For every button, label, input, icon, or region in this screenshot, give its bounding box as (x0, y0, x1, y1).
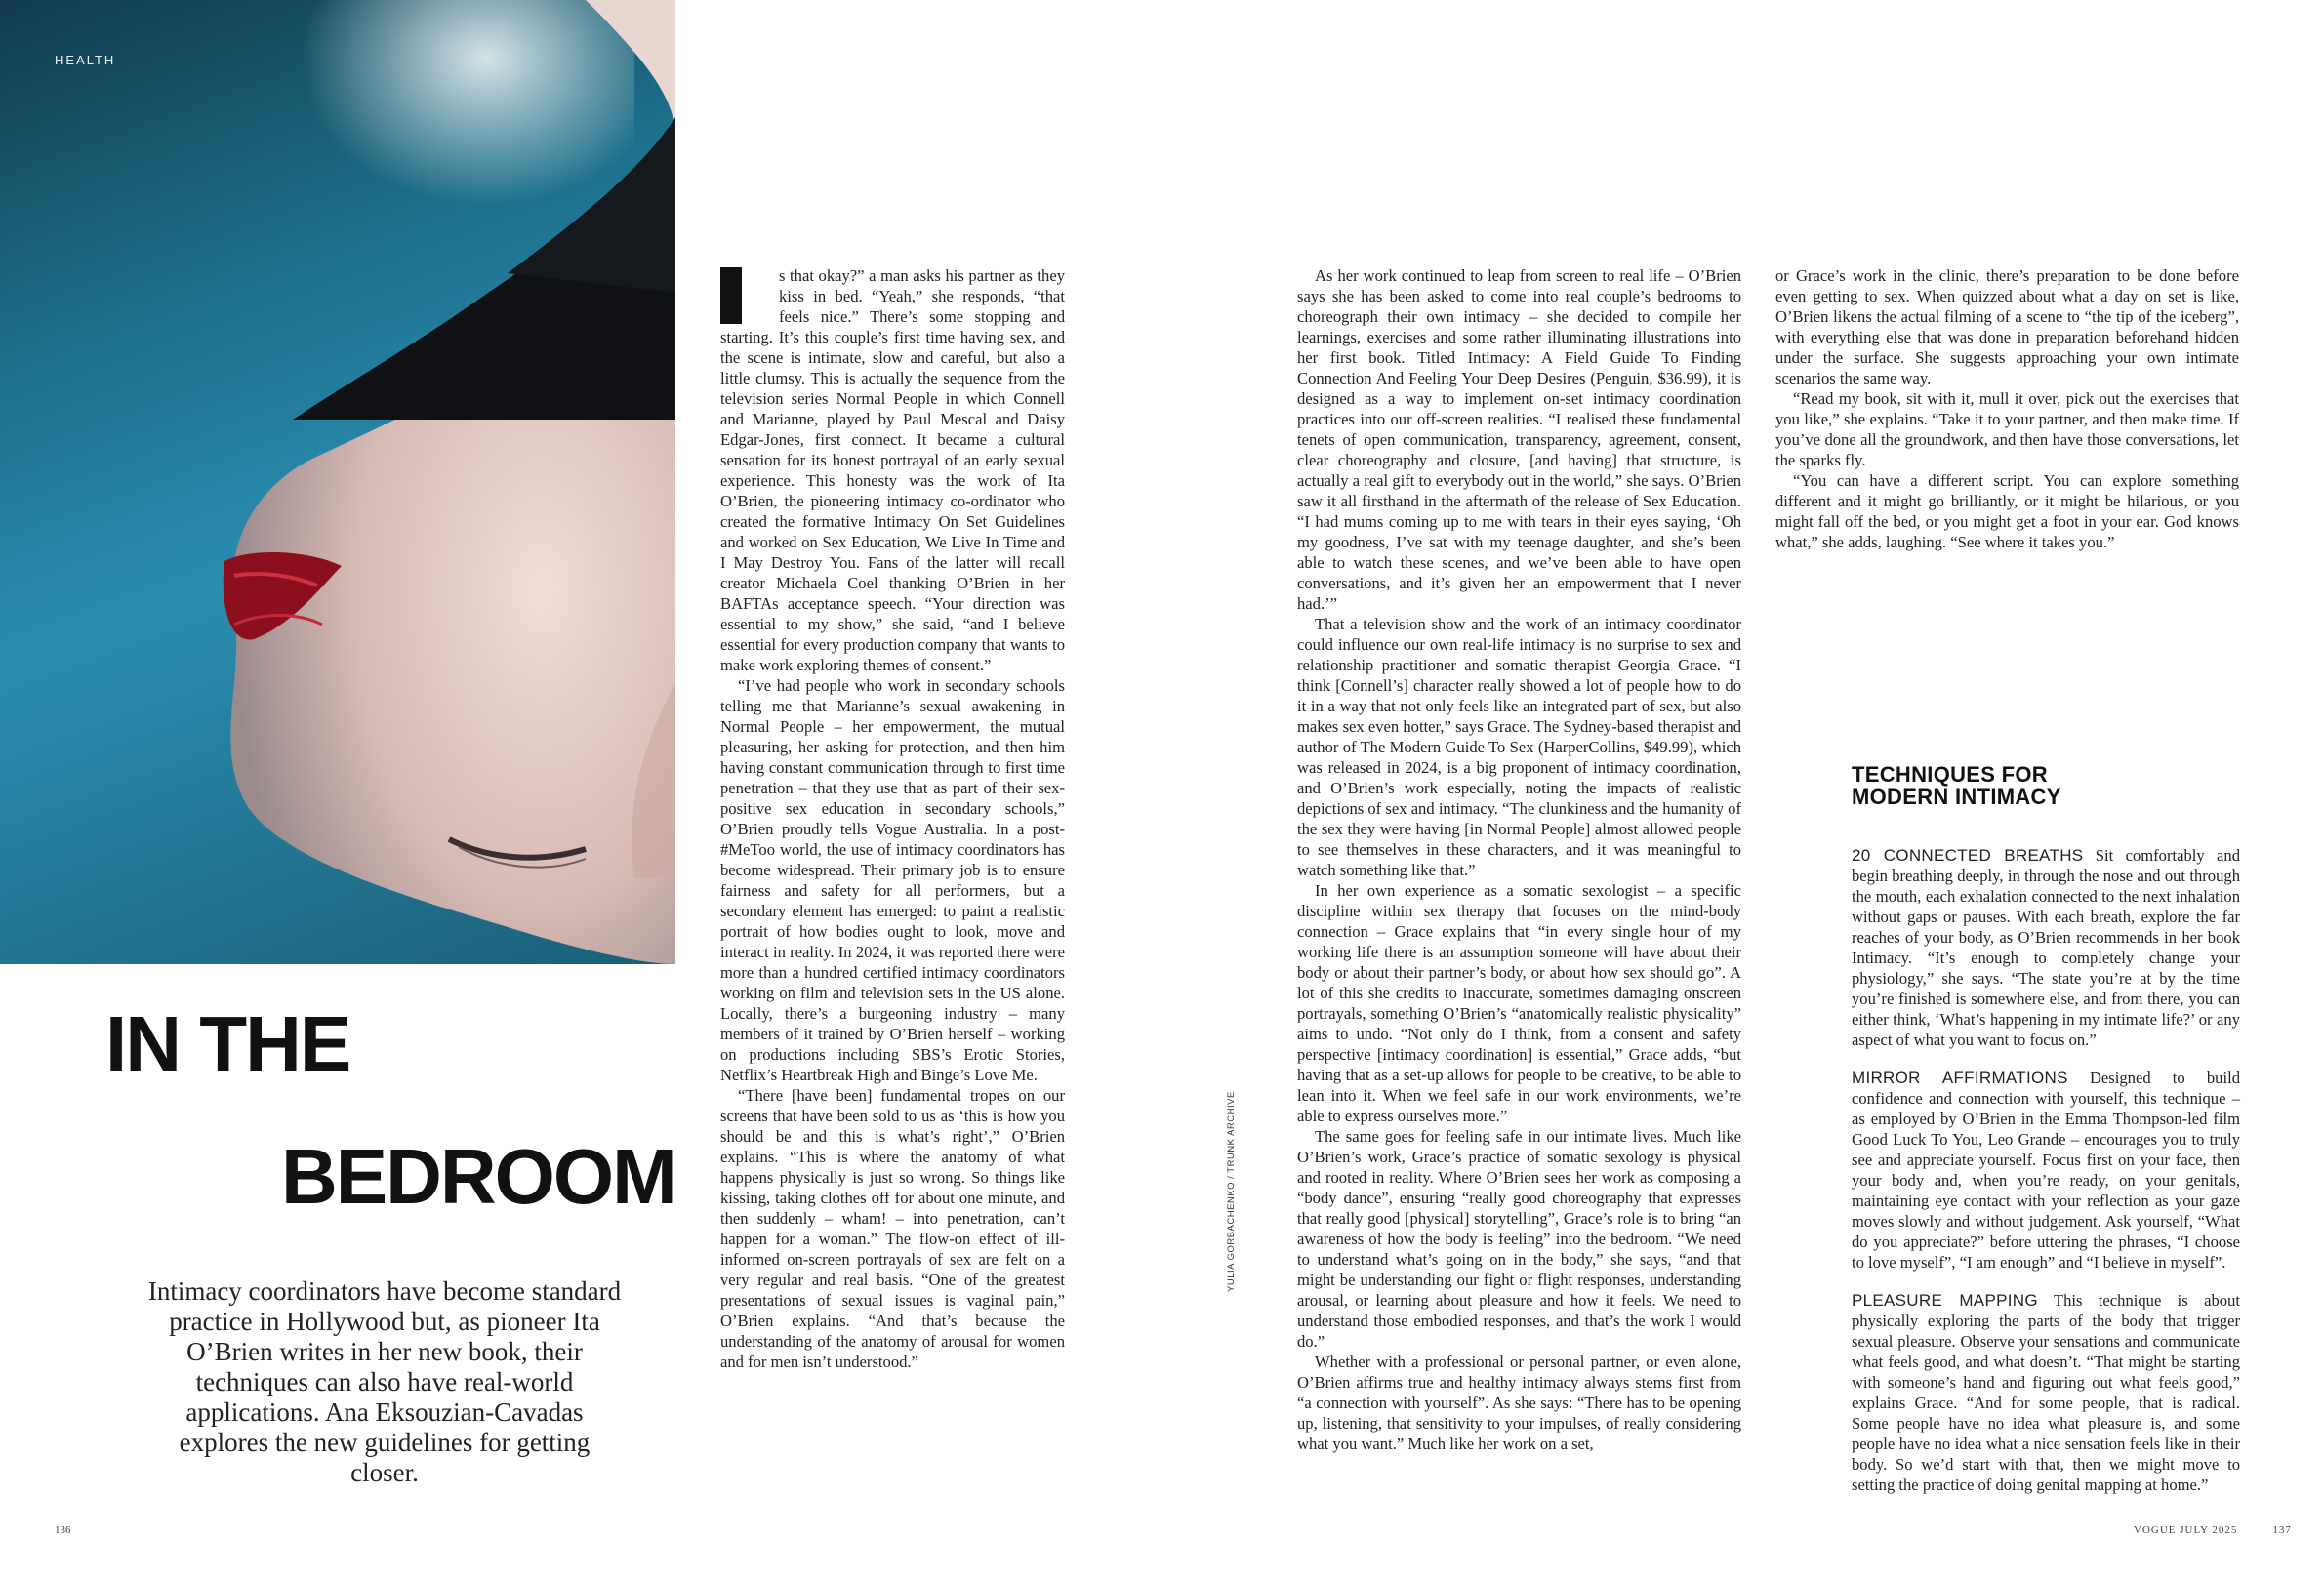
sidebar-title (1852, 763, 2240, 808)
photo-credit: YULIA GORBACHENKO / TRUNK ARCHIVE (1226, 1091, 1237, 1292)
article-paragraph: “I’ve had people who work in secondary schools telling me that Marianne’s sexual awakening in Normal People – her empowerment, the mutual pleasuring, her asking for protection, and then him having constant communication through to first time penetration – that they use that as part of their sex-positive sex education in secondary schools,” O’Brien proudly tells Vogue Australia. In a post-#MeToo world, the use of intimacy coordinators has become widespread. Their primary job is to ensure fairness and safety for all performers, but a secondary element has emerged: to paint a realistic portrait of how bodies ought to look, move and interact in reality. In 2024, it was reported there were more than a hundred certified intimacy coordinators working on film and television sets in the US alone. Locally, there’s a burgeoning industry – many members of it trained by O’Brien herself – working on productions including SBS’s Erotic Stories, Netflix’s Heartbreak High and Binge’s Love Me. (720, 676, 1065, 1084)
article-paragraph: As her work continued to leap from screen to real life – O’Brien says she has been asked to come into real couple’s bedrooms to choreograph their own intimacy – she decided to compile her learnings, exercises and some rather illuminating illustrations into her first book. Titled Intimacy: A Field Guide To Finding Connection And Feeling Your Deep Desires (Penguin, $36.99), it is designed as a way to implement on-set intimacy coordination practices into our off-screen realities. “I realised these fundamental tenets of open communication, transparency, agreement, consent, clear choreography and closure, [and having] that structure, is actually a real gift to everybody out in the world,” she says. O’Brien saw it all firsthand in the aftermath of the release of Sex Education. “I had mums coming up to me with tears in their eyes saying, ‘Oh my goodness, I’ve sat with my teenage daughter, and she’s been able to watch these scenes, and we’ve been able to have open conversations, and it’s given her an empowerment that I never had.’” (1297, 266, 1741, 613)
article-paragraph: “There [have been] fundamental tropes on our screens that have been sold to us as ‘this is how you should be and this is what’s right’,” O’Brien explains. “This is where the anatomy of what happens physically is just so wrong. So things like kissing, taking clothes off for about one minute, and then suddenly – wham! – into penetration, can’t happen for a woman.” The flow-on effect of ill-informed on-screen portrayals of sex are felt on a very regular and real basis. “One of the greatest presentations of sexual issues is vaginal pain,” O’Brien explains. “And that’s because the understanding of the anatomy of arousal for women and for men isn’t understood.” (720, 1086, 1065, 1371)
techniques-sidebar (1852, 763, 2240, 1513)
article-column-3 (1775, 265, 2239, 552)
technique-text: Designed to build confidence and connection with yourself, this technique – as employed by O’Brien in the Emma Thompson-led film Good Luck To You, Leo Grande – encourages you to truly see and appreciate yourself. Focus first on your face, then your body and, when you’re ready, on your genitals, maintaining eye contact with your reflection as your gaze moves slowly and without judgement. Ask yourself, “What do you appreciate?” before uttering the phrases, “I choose to love myself”, “I am enough” and “I believe in myself”. (1852, 1069, 2240, 1272)
article-paragraph: “Read my book, sit with it, mull it over, pick out the exercises that you like,” she explains. “Take it to your partner, and then make time. If you’ve done all the groundwork, and then have those conversations, let the sparks fly. (1775, 389, 2239, 469)
article-paragraph: That a television show and the work of an intimacy coordinator could influence our own real-life intimacy is no surprise to sex and relationship practitioner and somatic therapist Georgia Grace. “I think [Connell’s] character really showed a lot of people how to do it in a way that not only feels like an integrated part of sex, but also makes sex even hotter,” says Grace. The Sydney-based therapist and author of The Modern Guide To Sex (HarperCollins, $49.99), which was released in 2024, is a big proponent of intimacy coordination, and O’Brien’s work especially, noting the impacts of realistic depictions of sex and intimacy. “The clunkiness and the humanity of the sex they were having [in Normal People] almost allowed people to see themselves in these characters, and it was meaningful to watch something like that.” (1297, 615, 1741, 879)
magazine-issue: VOGUE JULY 2025 (2134, 1524, 2238, 1536)
drop-cap (720, 267, 742, 324)
page-number-right: 137 (2272, 1524, 2292, 1536)
headline-line-1: IN THE (105, 1000, 350, 1087)
folio-right (2134, 1524, 2292, 1536)
article-paragraph: In her own experience as a somatic sexologist – a specific discipline within sex therapy that focuses on the mind-body connection – Grace explains that “in every single hour of my working life there is an assumption someone will have about their body or about their partner’s body, or about how sex should go”. A lot of this she credits to inaccurate, sometimes damaging onscreen portrayals, something O’Brien’s “anatomically realistic physicality” aims to undo. “Not only do I think, from a consent and safety perspective [intimacy coordination] is essential,” Grace adds, “but having that as a set-up allows for people to be creative, to be able to lean into it. When we feel safe in our work environments, we’re able to express ourselves more.” (1297, 881, 1741, 1125)
article-paragraph: s that okay?” a man asks his partner as they kiss in bed. “Yeah,” she responds, “that feels nice.” There’s some stopping and starting. It’s this couple’s first time having sex, and the scene is intimate, slow and careful, but also a little clumsy. This is actually the sequence from the television series Normal People in which Connell and Marianne, played by Paul Mescal and Daisy Edgar-Jones, first connect. It became a cultural sensation for its honest portrayal of an early sexual experience. This honesty was the work of Ita O’Brien, the pioneering intimacy co-ordinator who created the formative Intimacy On Set Guidelines and worked on Sex Education, We Live In Time and I May Destroy You. Fans of the latter will recall creator Michaela Coel thanking O’Brien in her BAFTAs acceptance speech. “Your direction was essential to my show,” she said, “and I believe essential for every production company that wants to make work exploring themes of consent.” (720, 266, 1065, 674)
article-paragraph: Whether with a professional or personal partner, or even alone, O’Brien affirms true and healthy intimacy always stems first from “a connection with yourself”. As she says: “There has to be opening up, listening, that sensitivity to your impulses, of really considering what you want.” Much like her work on a set, (1297, 1353, 1741, 1453)
headline-line-2: BEDROOM (281, 1133, 675, 1220)
technique-heading: 20 CONNECTED BREATHS (1852, 846, 2084, 865)
sidebar-title-line-1: TECHNIQUES FOR (1852, 762, 2048, 787)
face-illustration (0, 0, 675, 964)
article-paragraph: or Grace’s work in the clinic, there’s preparation to be done before even getting to sex. When quizzed about what a day on set is like, O’Brien likens the actual filming of a scene to “the tip of the iceberg”, with everything else that was done in preparation beforehand hidden under the surface. She suggests approaching your own intimate scenarios the same way. (1775, 266, 2239, 387)
hero-photo (0, 0, 675, 964)
technique-text: This technique is about physically exploring the parts of the body that trigger sexual pleasure. Observe your sensations and communicate what feels good, and what doesn’t. “That might be starting with someone’s hand and figuring out what feels good,” explains Grace. “And for some people, that is radical. Some people have no idea what pleasure is, and some people have no idea what a nice sensation feels like in their body. So we’d start with that, then we might move to setting the practice of doing genital mapping at home.” (1852, 1291, 2240, 1494)
page-number-left: 136 (55, 1524, 71, 1536)
article-column-1 (720, 265, 1065, 1372)
article-paragraph: The same goes for feeling safe in our intimate lives. Much like O’Brien’s work, Grace’s practice of somatic sexology is physical and rooted in reality. Where O’Brien sees her work as composing a “body dance”, ensuring “really good choreography that expresses that really good [physical] storytelling”, Grace’s role is to bring “an awareness of how the body is feeling” into the bedroom. “We need to understand what’s going on in the body,” she says, “and that might be understanding our fight or flight responses, understanding arousal, or learning about pleasure and how it feels. We need to understand those embodied responses, and that’s the work I would do.” (1297, 1127, 1741, 1351)
sidebar-title-line-2: MODERN INTIMACY (1852, 785, 2061, 809)
section-label: HEALTH (55, 53, 116, 67)
article-column-2 (1297, 265, 1741, 1454)
standfirst: Intimacy coordinators have become standard practice in Hollywood but, as pioneer Ita O’Brien writes in her new book, their techniques can also have real-world applications. Ana Eksouzian-Cavadas explores the new guidelines for getting closer. (147, 1276, 622, 1487)
technique-heading: PLEASURE MAPPING (1852, 1291, 2038, 1310)
technique-text: Sit comfortably and begin breathing deeply, in through the nose and out through the mouth, each exhalation connected to the next inhalation without gaps or pauses. With each breath, explore the far reaches of your body, as O’Brien recommends in her book Intimacy. “It’s enough to completely change your physiology,” she says. “The state you’re at by the time you’re finished is somewhere else, and from there, you can either think, ‘What’s happening in my intimate life?’ or any aspect of what you want to focus on.” (1852, 846, 2240, 1049)
technique-item (1852, 1290, 2240, 1495)
technique-item (1852, 1068, 2240, 1273)
technique-item (1852, 845, 2240, 1050)
article-paragraph: “You can have a different script. You can explore something different and it might go brilliantly, or it might be hilarious, or you might fall off the bed, or you might get a foot in your ear. God knows what,” she adds, laughing. “See where it takes you.” (1775, 471, 2239, 551)
technique-heading: MIRROR AFFIRMATIONS (1852, 1069, 2068, 1087)
